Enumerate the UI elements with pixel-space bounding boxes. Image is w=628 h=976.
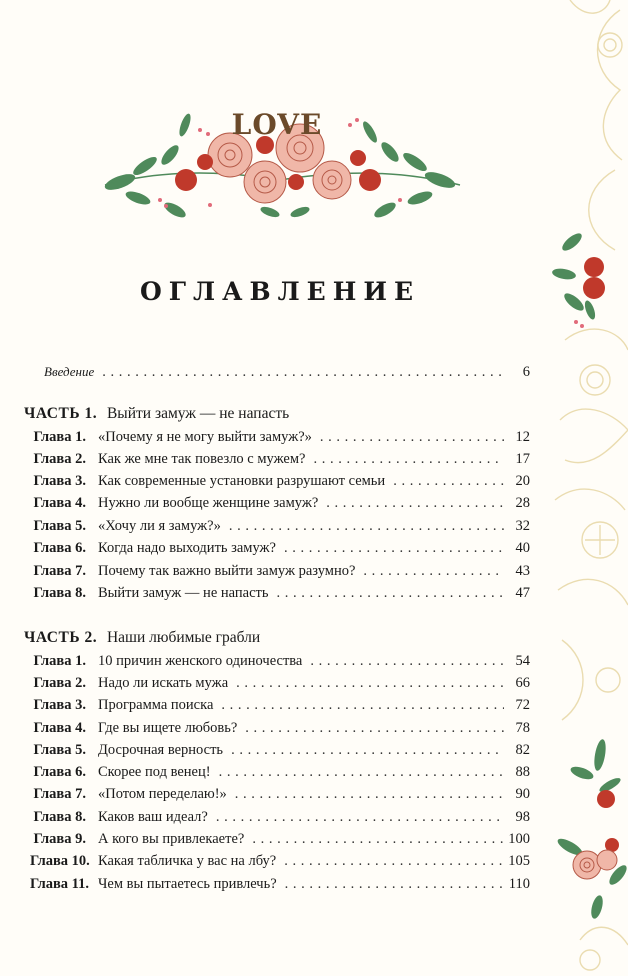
chapter-title: Скорее под венец! <box>98 764 211 780</box>
chapter-label: Глава 3. <box>33 473 86 489</box>
toc-entry[interactable] <box>30 492 530 514</box>
toc-entry[interactable] <box>30 537 530 559</box>
page-number: 110 <box>508 876 530 892</box>
toc-entry[interactable] <box>30 694 530 716</box>
chapter-title: Надо ли искать мужа <box>98 675 229 691</box>
part-label: ЧАСТЬ 2. <box>24 629 98 646</box>
chapter-label: Глава 4. <box>33 495 86 511</box>
toc-entry[interactable] <box>30 806 530 828</box>
chapter-label: Глава 9. <box>33 831 86 847</box>
page-number: 78 <box>515 720 530 736</box>
dot-leader <box>252 828 504 850</box>
page-number: 6 <box>522 364 530 380</box>
dot-leader <box>229 515 504 537</box>
toc-entry[interactable] <box>30 672 530 694</box>
dot-leader <box>310 650 504 672</box>
chapter-title: Выйти замуж — не напасть <box>98 585 269 601</box>
part-title: Наши любимые грабли <box>106 629 261 646</box>
dot-leader <box>284 537 504 559</box>
toc-entry[interactable] <box>30 560 530 582</box>
dot-leader <box>216 806 504 828</box>
page-number: 90 <box>515 786 530 802</box>
part-1-heading[interactable] <box>24 402 289 426</box>
page-number: 105 <box>508 853 530 869</box>
page-number: 82 <box>515 742 530 758</box>
chapter-title: А кого вы привлекаете? <box>98 831 245 847</box>
toc-entry[interactable] <box>30 739 530 761</box>
toc-entry[interactable] <box>30 650 530 672</box>
part-label: ЧАСТЬ 1. <box>24 405 98 422</box>
chapter-label: Глава 2. <box>33 451 86 467</box>
chapter-label: Глава 7. <box>33 786 86 802</box>
part-2-heading[interactable] <box>24 626 260 650</box>
chapter-label: Глава 8. <box>33 585 86 601</box>
dot-leader <box>285 873 504 895</box>
chapter-label: Глава 2. <box>33 675 86 691</box>
toc-entry[interactable] <box>30 470 530 492</box>
dot-leader <box>313 448 504 470</box>
dot-leader <box>326 492 504 514</box>
toc-entry-intro[interactable] <box>44 361 530 383</box>
chapter-title: «Хочу ли я замуж?» <box>98 518 221 534</box>
page-title: ОГЛАВЛЕНИЕ <box>139 277 421 306</box>
page-number: 20 <box>515 473 530 489</box>
chapter-title: Чем вы пытаетесь привлечь? <box>98 876 277 892</box>
chapter-title: «Потом переделаю!» <box>98 786 227 802</box>
page-number: 17 <box>515 451 530 467</box>
chapter-title: Досрочная верность <box>98 742 224 758</box>
page-number: 66 <box>515 675 530 691</box>
chapter-label: Глава 4. <box>33 720 86 736</box>
toc-entry[interactable] <box>30 426 530 448</box>
chapter-label: Глава 10. <box>30 853 90 869</box>
toc-entry[interactable] <box>30 717 530 739</box>
chapter-label: Глава 6. <box>33 540 86 556</box>
toc-entry[interactable] <box>30 850 530 872</box>
chapter-label: Глава 3. <box>33 697 86 713</box>
chapter-title: 10 причин женского одиночества <box>98 653 303 669</box>
toc-entry[interactable] <box>30 873 530 895</box>
page-number: 32 <box>515 518 530 534</box>
chapter-title: «Почему я не могу выйти замуж?» <box>98 429 312 445</box>
chapter-title: Где вы ищете любовь? <box>98 720 238 736</box>
dot-leader <box>393 470 504 492</box>
chapter-title: Как современные установки разрушают семьи <box>98 473 386 489</box>
dot-leader <box>219 761 504 783</box>
dot-leader <box>221 694 504 716</box>
toc-entry[interactable] <box>30 828 530 850</box>
dot-leader <box>276 582 504 604</box>
toc-entry[interactable] <box>30 582 530 604</box>
chapter-title: Программа поиска <box>98 697 214 713</box>
chapter-label: Глава 1. <box>33 653 86 669</box>
chapter-label: Глава 1. <box>33 429 86 445</box>
chapter-label: Глава 5. <box>33 518 86 534</box>
page-number: 40 <box>515 540 530 556</box>
chapter-title: Каков ваш идеал? <box>98 809 208 825</box>
part-title: Выйти замуж — не напасть <box>106 405 290 422</box>
toc-entry[interactable] <box>30 515 530 537</box>
chapter-title: Как же мне так повезло с мужем? <box>98 451 306 467</box>
chapter-label: Глава 6. <box>33 764 86 780</box>
toc-entry[interactable] <box>30 783 530 805</box>
toc-entry[interactable] <box>30 761 530 783</box>
dot-leader <box>284 850 504 872</box>
page-number: 72 <box>515 697 530 713</box>
dot-leader <box>102 361 504 383</box>
page-number: 54 <box>515 653 530 669</box>
chapter-title: Когда надо выходить замуж? <box>98 540 276 556</box>
dot-leader <box>236 672 504 694</box>
page-number: 98 <box>515 809 530 825</box>
side-rose-decoration-bottom <box>552 735 628 925</box>
dot-leader <box>245 717 504 739</box>
dot-leader <box>231 739 504 761</box>
intro-title: Введение <box>44 364 95 379</box>
love-lettering: LOVE <box>231 108 323 141</box>
page-number: 47 <box>515 585 530 601</box>
chapter-label: Глава 8. <box>33 809 86 825</box>
page-number: 43 <box>515 563 530 579</box>
chapter-label: Глава 11. <box>30 876 90 892</box>
chapter-label: Глава 7. <box>33 563 86 579</box>
page-number: 100 <box>508 831 530 847</box>
toc-entry[interactable] <box>30 448 530 470</box>
page-number: 12 <box>515 429 530 445</box>
dot-leader <box>320 426 504 448</box>
side-rose-decoration-top <box>552 222 612 332</box>
chapter-title: Нужно ли вообще женщине замуж? <box>98 495 319 511</box>
page-number: 28 <box>515 495 530 511</box>
dot-leader <box>363 560 504 582</box>
chapter-title: Какая табличка у вас на лбу? <box>98 853 277 869</box>
chapter-label: Глава 5. <box>33 742 86 758</box>
dot-leader <box>235 783 504 805</box>
page-number: 88 <box>515 764 530 780</box>
chapter-title: Почему так важно выйти замуж разумно? <box>98 563 356 579</box>
